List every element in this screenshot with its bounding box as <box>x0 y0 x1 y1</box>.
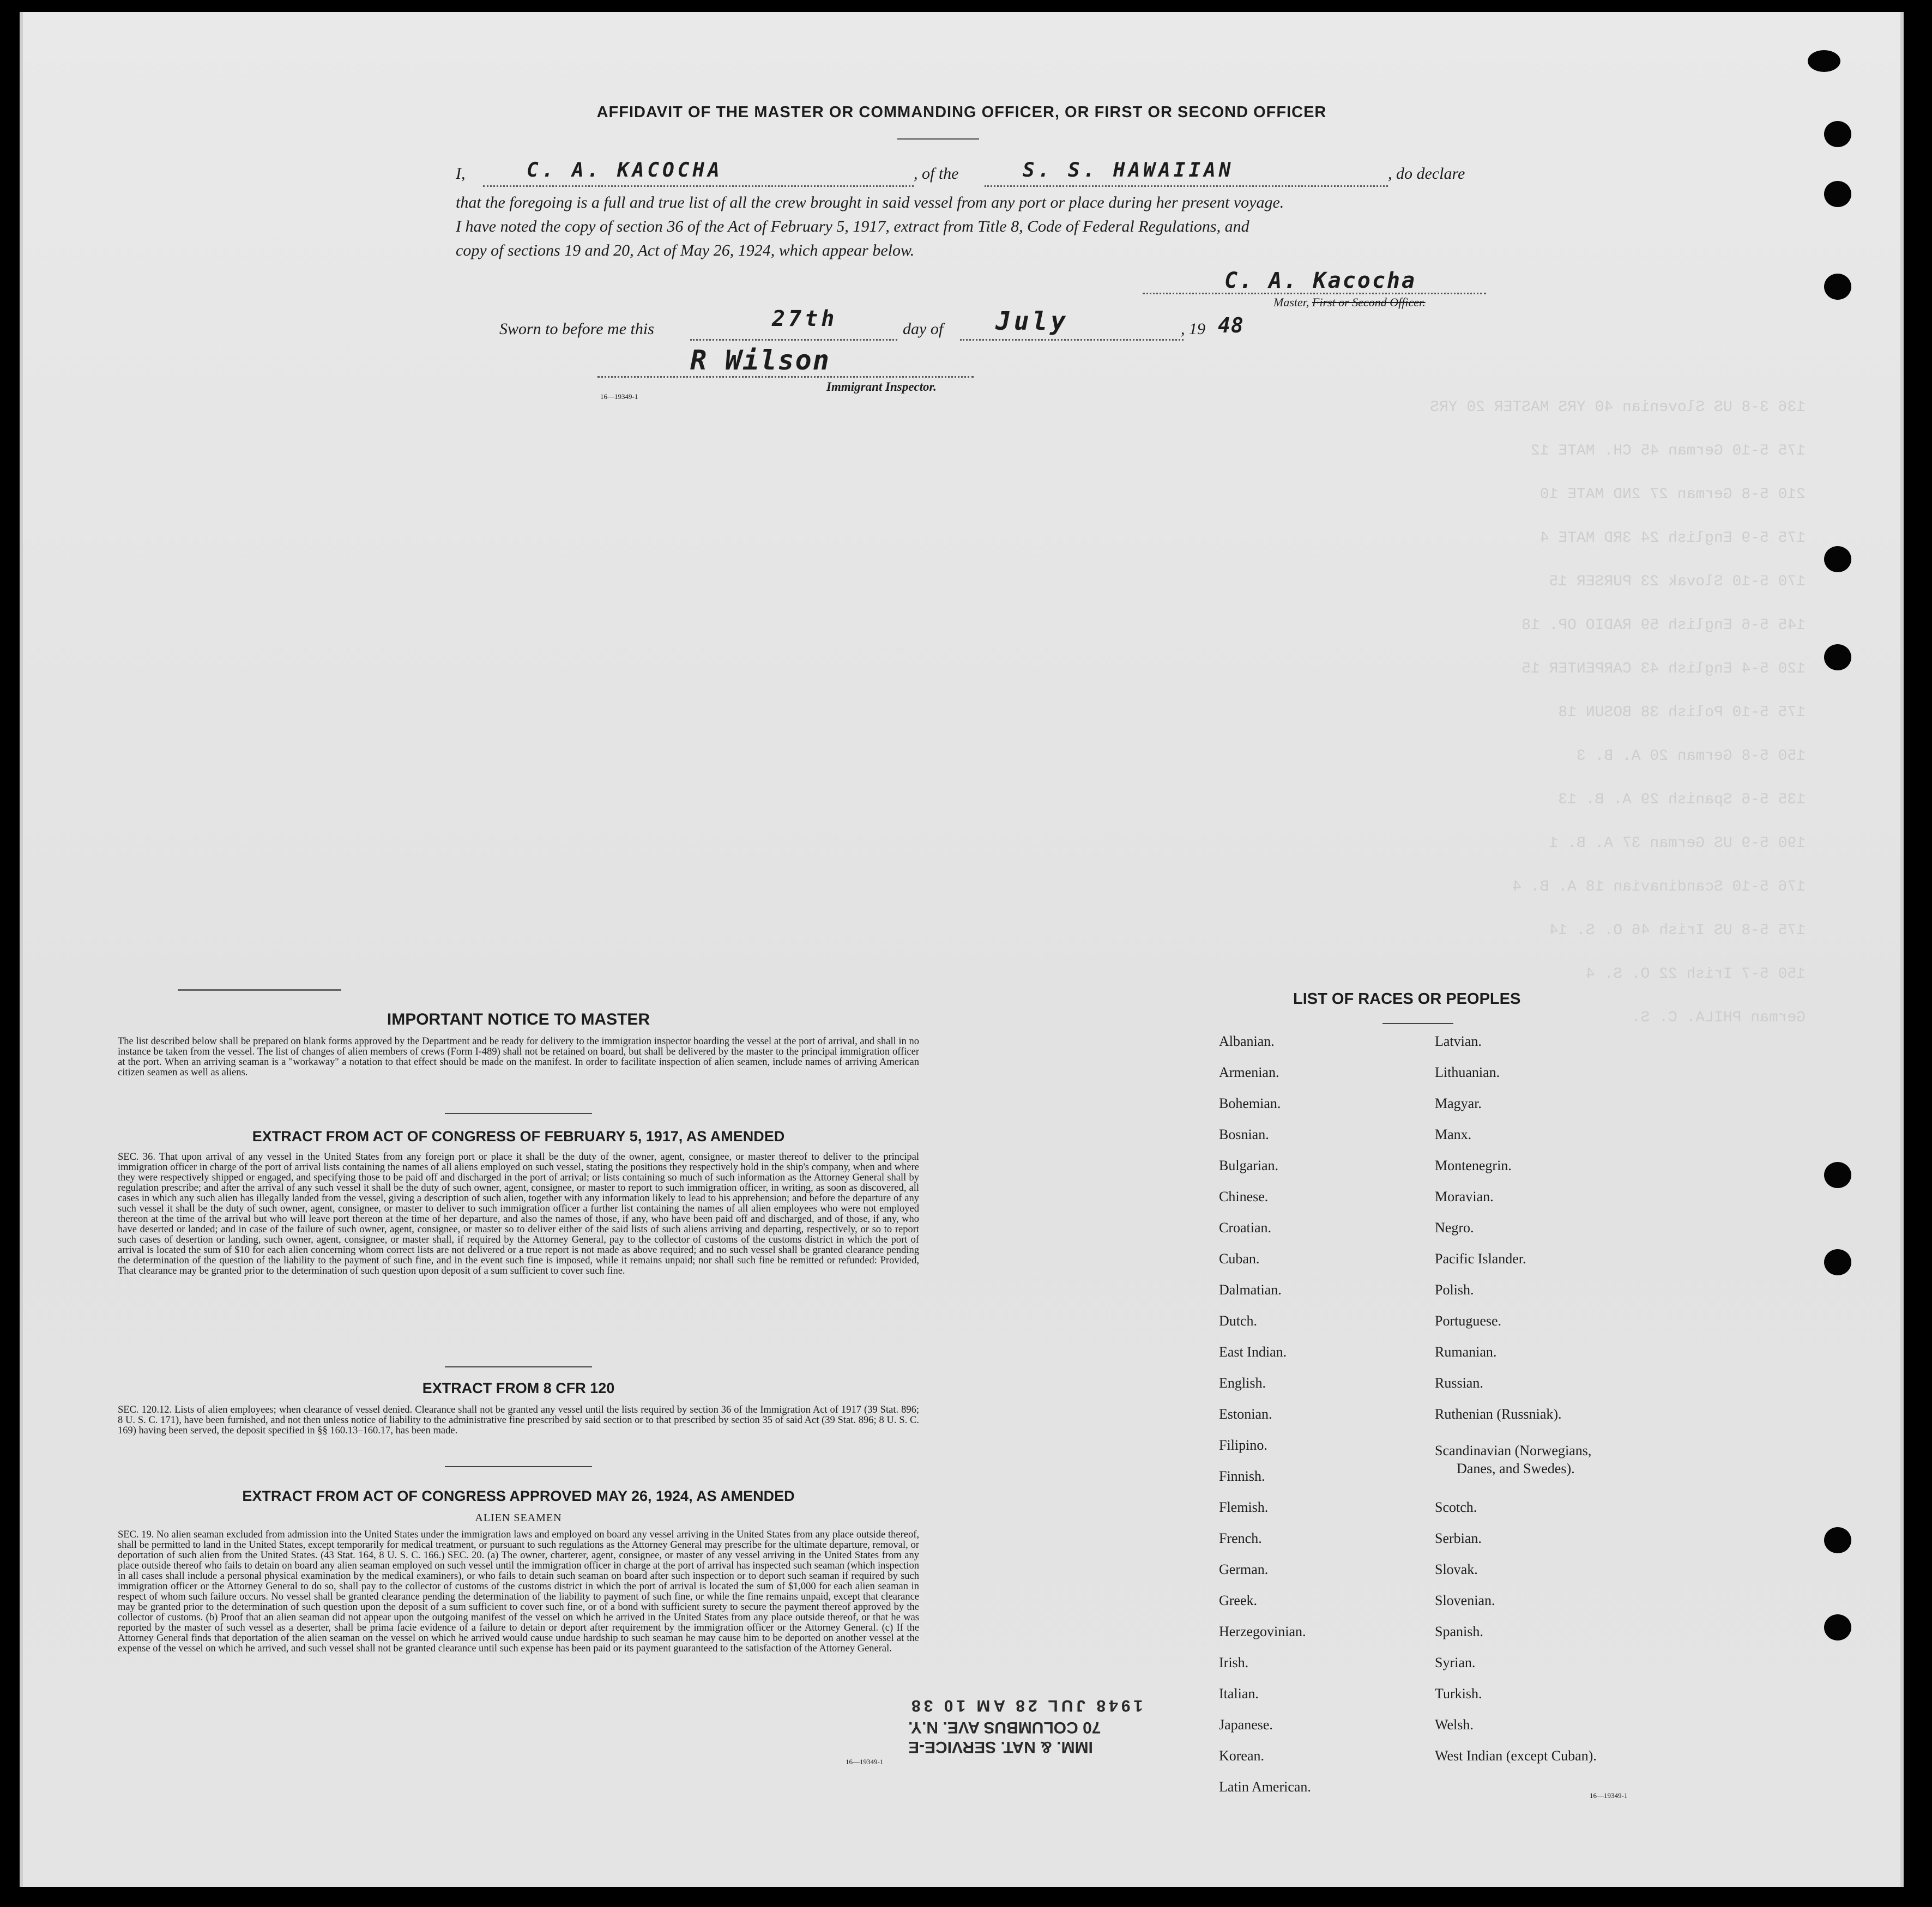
race-item: Greek. <box>1219 1593 1258 1608</box>
race-item: Scotch. <box>1435 1499 1477 1515</box>
notice-text: The list described below shall be prepared on blank forms approved by the Department and be ready for delivery to the immigration inspector boarding the vessel at the port of arrival, and shall in no instance be taken from the vessel. The list of changes of alien members of crews (Form I-489) shall not be retained on board, but shall be delivered by the master to the principal immigration officer at the port. When an arriving seaman is a "workaway" a notation to that effect should be made on the manifest. In order to facilitate inspection of alien seamen, include names of arriving American citizen seamen as well as aliens. <box>118 1036 919 1078</box>
of-the-label: , of the <box>914 165 959 183</box>
name-line <box>483 185 914 187</box>
inspector-label: Immigrant Inspector. <box>826 380 937 393</box>
race-item: Bulgarian. <box>1219 1158 1279 1173</box>
punch-hole <box>1824 546 1851 572</box>
race-item: Danes, and Swedes). <box>1457 1461 1575 1476</box>
ink-blot <box>1808 50 1840 72</box>
extract-1924-title: EXTRACT FROM ACT OF CONGRESS APPROVED MAY 26, 1924, AS AMENDED <box>242 1488 795 1504</box>
race-item: Lithuanian. <box>1435 1064 1500 1080</box>
inspector-line <box>597 376 974 378</box>
race-item: Scandinavian (Norwegians, <box>1435 1443 1592 1458</box>
form-number: 16—19349-1 <box>1590 1791 1628 1800</box>
affidavit-line: I have noted the copy of section 36 of the Act of February 5, 1917, extract from Title 8, Code of Federal Regulations, and <box>456 217 1249 235</box>
master-name-handwritten: C. A. KACOCHA <box>527 159 723 181</box>
race-item: Cuban. <box>1219 1251 1260 1267</box>
race-item: Flemish. <box>1219 1499 1269 1515</box>
officer-label-master: Master, <box>1273 295 1309 309</box>
races-divider <box>1382 1023 1453 1024</box>
race-item: Herzegovinian. <box>1219 1624 1306 1639</box>
sworn-month-handwritten: July <box>995 306 1069 336</box>
race-item: Dalmatian. <box>1219 1282 1282 1298</box>
sworn-day-line <box>690 339 897 341</box>
vessel-line <box>985 185 1388 187</box>
race-item: Irish. <box>1219 1655 1249 1670</box>
race-item: Pacific Islander. <box>1435 1251 1526 1267</box>
race-item: Ruthenian (Russniak). <box>1435 1406 1562 1422</box>
race-item: Italian. <box>1219 1686 1259 1702</box>
extract-1917-text: SEC. 36. That upon arrival of any vessel in the United States from any foreign port or place it shall be the duty of the owner, agent, consignee, or master thereof to deliver to the principal immigration officer in charge of the port of arrival lists containing the names of all aliens employed on such vessel, stating the positions they respectively hold in the ship's company, when and where they were respectively shipped or engaged, and specifying those to be paid off and discharged in the port of arrival; or lists containing so much of such information as the Attorney General shall by regulation prescribe; and after the arrival of any such vessel it shall be the duty of such owner, agent, consignee, or master to report to such immigration officer, in writing, as soon as discovered, all cases in which any such alien has illegally landed from the vessel, giving a description of such alien, together with any information likely to lead to his apprehension; and before the departure of any such vessel it shall be the duty of such owner, agent, consignee, or master to deliver to such immigration officer a further list containing the names of all alien employees who were not employed thereon at the time of the arrival but who will leave port thereon at the time of her departure, and also the names of those, if any, who have been paid off and discharged, and of those, if any, who have deserted or landed; and in case of the failure of such owner, agent, consignee, or master so to deliver either of the said lists of such aliens arriving and departing, respectively, or so to report such cases of desertion or landing, such owner, agent, consignee, or master shall, if required by the Attorney General, pay to the collector of customs of the customs district in which the port of arrival is located the sum of $10 for each alien concerning whom correct lists are not delivered or a true report is not made as above required; and no such vessel shall be granted clearance pending the determination of the question of the liability to the payment of such fine, and in the event such fine is imposed, while it remains unpaid; nor shall such fine be remitted or refunded: Provided, That clearance may be granted prior to the determination of such question upon deposit of a sum sufficient to cover such fine. <box>118 1152 919 1276</box>
sworn-prefix: Sworn to before me this <box>499 320 654 338</box>
race-item: West Indian (except Cuban). <box>1435 1748 1597 1764</box>
punch-hole <box>1824 121 1851 147</box>
sworn-day-handwritten: 27th <box>772 306 838 331</box>
race-item: Bohemian. <box>1219 1095 1281 1111</box>
punch-hole <box>1824 644 1851 670</box>
race-item: Polish. <box>1435 1282 1474 1298</box>
race-item: Slovak. <box>1435 1561 1478 1577</box>
signature-line <box>1143 293 1486 294</box>
punch-hole <box>1824 1162 1851 1188</box>
race-item: Estonian. <box>1219 1406 1272 1422</box>
race-item: German. <box>1219 1561 1269 1577</box>
vessel-name-handwritten: S. S. HAWAIIAN <box>1023 159 1234 181</box>
extract-cfr-title: EXTRACT FROM 8 CFR 120 <box>422 1380 615 1396</box>
extract-1924-subtitle: ALIEN SEAMEN <box>475 1512 562 1524</box>
extract-1924-text: SEC. 19. No alien seaman excluded from admission into the United States under the immigration laws and employed on board any vessel arriving in the United States from any place outside thereof, shall be permitted to land in the United States, except temporarily for medical treatment, or pursuant to such regulations as the Attorney General may prescribe for the ultimate departure, removal, or deportation of such alien from the United States. (43 Stat. 164, 8 U. S. C. 166.) SEC. 20. (a) The owner, charterer, agent, consignee, or master of any vessel arriving in the United States from any place outside thereof who fails to detain on board any alien seaman employed on such vessel until the immigration officer in charge at the port of arrival has inspected such seaman (which inspection in all cases shall include a personal physical examination by the medical examiners), or who fails to detain such seaman on board after such inspection or to deport such seaman if required by such immigration officer or the Attorney General to do so, shall pay to the collector of customs of the customs district in which the port of arrival is located the sum of $1,000 for each alien seaman in respect of whom such failure occurs. No vessel shall be granted clearance pending the determination of the liability to payment of such fine, or while the fine remains unpaid, except that clearance may be granted prior to the determination of such question upon the deposit of a sum sufficient to cover such fine, or of a bond with sufficient surety to secure the payment thereof approved by the collector of customs. (b) Proof that an alien seaman did not appear upon the outgoing manifest of the vessel on which he arrived in the United States from any place outside thereof, or that he was reported by the master of such vessel as a deserter, shall be prima facie evidence of a failure to detain or deport after requirement by the immigration officer or the Attorney General. (c) If the Attorney General finds that deportation of the alien seaman on the vessel on which he arrived would cause undue hardship to such seaman he may cause him to be deported on another vessel at the expense of the vessel on which he arrived, and such vessel shall not be granted clearance until such expense has been paid or its payment guaranteed to the satisfaction of the Attorney General. <box>118 1529 919 1654</box>
affidavit-line: copy of sections 19 and 20, Act of May 26, 1924, which appear below. <box>456 241 915 259</box>
race-item: East Indian. <box>1219 1344 1287 1360</box>
extract-1917-title: EXTRACT FROM ACT OF CONGRESS OF FEBRUARY 5, 1917, AS AMENDED <box>252 1128 785 1145</box>
race-item: Japanese. <box>1219 1717 1273 1733</box>
stamp-agency: IMM. & NAT. SERVICE-E <box>908 1738 1093 1756</box>
year-handwritten: 48 <box>1218 313 1244 337</box>
race-item: English. <box>1219 1375 1266 1391</box>
race-item: Turkish. <box>1435 1686 1482 1702</box>
affidavit-pronoun: I, <box>456 165 466 183</box>
race-item: Armenian. <box>1219 1064 1279 1080</box>
race-item: French. <box>1219 1530 1262 1546</box>
sworn-month-line <box>960 339 1184 341</box>
race-item: Bosnian. <box>1219 1127 1269 1142</box>
races-title: LIST OF RACES OR PEOPLES <box>1293 990 1521 1008</box>
day-of-label: day of <box>903 320 944 338</box>
race-item: Montenegrin. <box>1435 1158 1512 1173</box>
form-number: 16—19349-1 <box>600 392 638 401</box>
affidavit-title: AFFIDAVIT OF THE MASTER OR COMMANDING OFFICER, OR FIRST OR SECOND OFFICER <box>596 104 1327 121</box>
bleed-through-text: 136 3-8 US Slovenian 40 YRS MASTER 20 YRS 175 5-10 German 45 CH. MATE 12 210 5-8 German 27 2ND MATE 10 175 5-9 English 24 3RD MATE 4 170 5-10 Slovak 23 PURSER 15 145 5-6 English 59 RADIO OP. 18 120 5-4 English 43 CARPENTER 15 175 5-10 Polish 38 BOSUN 18 150 5-8 German 20 A. B. 3 135 5-6 Spanish 29 A. B. 13 190 5-9 US German 37 A. B. 1 176 5-10 Scandinavian 18 A. B. 4 175 5-8 US Irish 46 O. S. 14 150 5-7 Irish 22 O. S. 4 German PHILA. C. S. <box>1430 399 1806 1026</box>
section-divider <box>445 1466 592 1467</box>
race-item: Portuguese. <box>1435 1313 1502 1329</box>
do-declare-label: , do declare <box>1388 165 1465 183</box>
year-prefix: , 19 <box>1181 320 1205 338</box>
officer-label-struck: First or Second Officer. <box>1312 295 1426 309</box>
punch-hole <box>1824 1614 1851 1640</box>
race-item: Magyar. <box>1435 1095 1482 1111</box>
race-item: Serbian. <box>1435 1530 1482 1546</box>
race-item: Syrian. <box>1435 1655 1476 1670</box>
inspector-signature: R Wilson <box>690 344 830 376</box>
race-item: Welsh. <box>1435 1717 1474 1733</box>
margin-mark <box>178 989 341 991</box>
form-number: 16—19349-1 <box>846 1758 884 1766</box>
race-item: Korean. <box>1219 1748 1265 1764</box>
extract-cfr-text: SEC. 120.12. Lists of alien employees; when clearance of vessel denied. Clearance shall not be granted any vessel until the lists required by section 36 of the Immigration Act of 1917 (39 Stat. 896; 8 U. S. C. 171), have been furnished, and not then unless notice of liability to the administrative fine prescribed by said section or to that prescribed by section 35 of said Act (39 Stat. 896; 8 U. S. C. 169) having been served, the deposit specified in §§ 160.13–160.17, has been made. <box>118 1404 919 1436</box>
race-item: Spanish. <box>1435 1624 1483 1639</box>
race-item: Albanian. <box>1219 1033 1275 1049</box>
punch-hole <box>1824 181 1851 207</box>
race-item: Chinese. <box>1219 1189 1269 1204</box>
affidavit-body <box>456 191 1486 263</box>
race-item: Latvian. <box>1435 1033 1482 1049</box>
punch-hole <box>1824 1249 1851 1275</box>
race-item: Manx. <box>1435 1127 1472 1142</box>
race-item: Latin American. <box>1219 1779 1311 1795</box>
race-item: Finnish. <box>1219 1468 1265 1484</box>
notice-title: IMPORTANT NOTICE TO MASTER <box>387 1010 650 1028</box>
race-item: Russian. <box>1435 1375 1483 1391</box>
officer-label <box>1273 295 1426 310</box>
stamp-date: 1948 JUL 28 AM 10 38 <box>908 1697 1143 1715</box>
master-signature: C. A. Kacocha <box>1224 268 1417 293</box>
section-divider <box>445 1366 592 1367</box>
punch-hole <box>1824 274 1851 300</box>
race-item: Negro. <box>1435 1220 1474 1236</box>
race-item: Rumanian. <box>1435 1344 1497 1360</box>
affidavit-line: that the foregoing is a full and true list of all the crew brought in said vessel from any port or place during her present voyage. <box>456 193 1284 211</box>
punch-hole <box>1824 1527 1851 1553</box>
section-divider <box>445 1113 592 1114</box>
stamp-address: 70 COLUMBUS AVE. N.Y. <box>908 1718 1101 1736</box>
race-item: Filipino. <box>1219 1437 1267 1453</box>
document-page <box>20 12 1904 1887</box>
race-item: Moravian. <box>1435 1189 1494 1204</box>
race-item: Dutch. <box>1219 1313 1258 1329</box>
race-item: Slovenian. <box>1435 1593 1495 1608</box>
race-item: Croatian. <box>1219 1220 1272 1236</box>
title-divider <box>897 138 979 140</box>
